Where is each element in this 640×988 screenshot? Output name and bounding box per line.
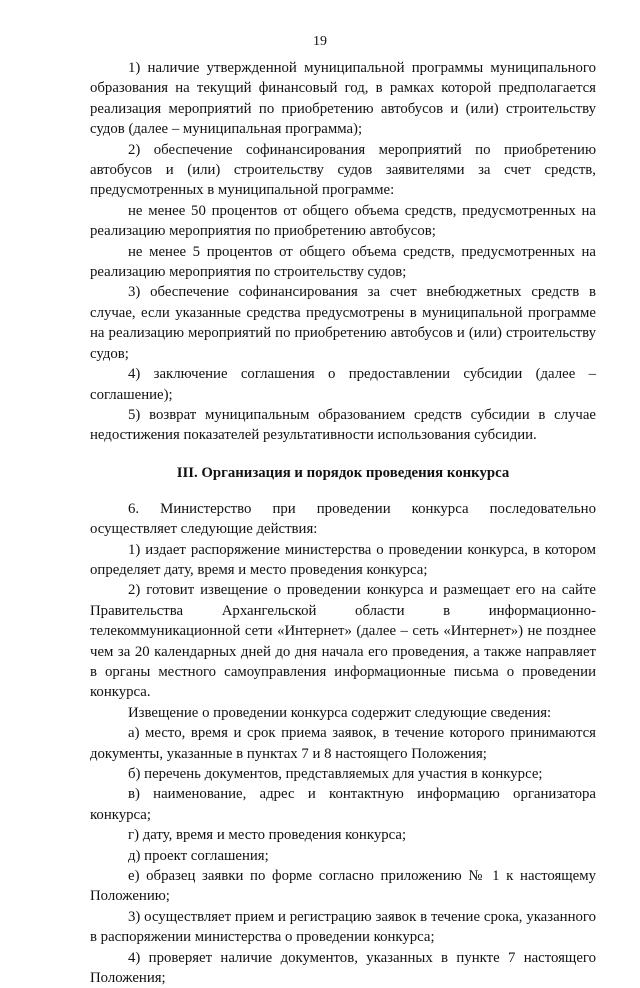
conditions-list	[90, 58, 596, 446]
paragraph: Извещение о проведении конкурса содержит следующие сведения:	[128, 704, 552, 721]
paragraph: 1) издает распоряжение министерства о проведении конкурса, в котором определяет дату, время и место проведения конкурса;	[90, 541, 596, 578]
paragraph: д) проект соглашения;	[128, 847, 269, 864]
paragraph: 3) обеспечение софинансирования за счет внебюджетных средств в случае, если указанные средства предусмотрены в муниципальной программе на реализацию мероприятий по приобретению автобусов и (или) строительству судов;	[90, 284, 596, 362]
paragraph: 4) заключение соглашения о предоставлении субсидии (далее – соглашение);	[90, 366, 596, 403]
paragraph: 6. Министерство при проведении конкурса последовательно осуществляет следующие действия:	[90, 500, 596, 538]
paragraph: 2) готовит извещение о проведении конкурса и размещает его на сайте Правительства Архангельской области в информационно-телекоммуникационной сети «Интернет» (далее – сеть «Интернет») не позднее чем за 20 календарных дней до дня начала его проведения, а также направляет в органы местного самоуправления информационные письма о проведении конкурса.	[90, 582, 596, 701]
paragraph: г) дату, время и место проведения конкурса;	[128, 827, 407, 844]
paragraph: 1) наличие утвержденной муниципальной программы муниципального образования на текущий финансовый год, в рамках которой предполагается реализация мероприятий по приобретению автобусов и (или) строительству судов (далее – муниципальная программа);	[90, 60, 596, 138]
paragraph: а) место, время и срок приема заявок, в течение которого принимаются документы, указанные в пунктах 7 и 8 настоящего Положения;	[90, 725, 596, 762]
paragraph: 3) осуществляет прием и регистрацию заявок в течение срока, указанного в распоряжении министерства о проведении конкурса;	[90, 908, 596, 946]
paragraph: 5) возврат муниципальным образованием средств субсидии в случае недостижения показателей результативности использования субсидии.	[90, 406, 596, 444]
paragraph: 2) обеспечение софинансирования мероприятий по приобретению автобусов и (или) строительству судов заявителями за счет средств, предусмотренных в муниципальной программе:	[90, 141, 596, 199]
document-body	[90, 58, 596, 988]
procedure-list	[90, 499, 596, 988]
paragraph: б) перечень документов, представляемых для участия в конкурсе;	[128, 766, 543, 782]
paragraph: в) наименование, адрес и контактную информацию организатора конкурса;	[90, 786, 596, 823]
paragraph: 4) проверяет наличие документов, указанных в пункте 7 настоящего Положения;	[90, 949, 596, 987]
section-heading: III. Организация и порядок проведения конкурса	[176, 464, 510, 481]
paragraph: не менее 50 процентов от общего объема средств, предусмотренных на реализацию мероприятия по приобретению автобусов;	[90, 202, 596, 240]
paragraph: не менее 5 процентов от общего объема средств, предусмотренных на реализацию мероприятия по строительству судов;	[90, 243, 596, 281]
page-number: 19	[313, 34, 327, 49]
paragraph: е) образец заявки по форме согласно приложению № 1 к настоящему Положению;	[90, 868, 596, 905]
